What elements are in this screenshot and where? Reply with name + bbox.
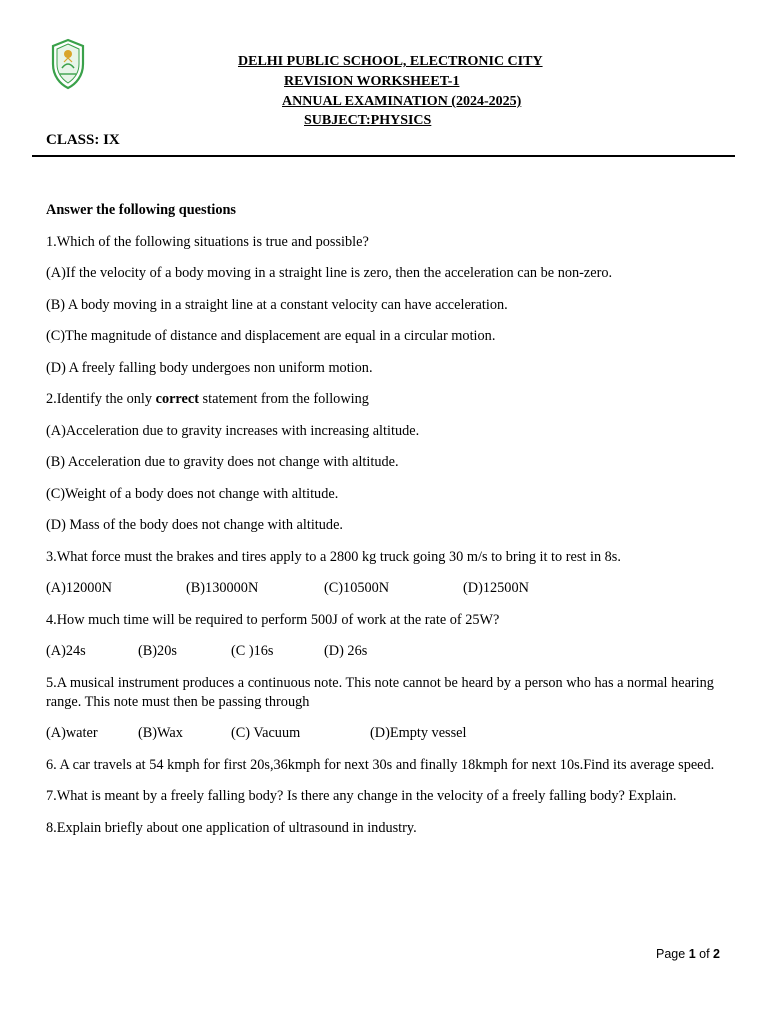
q1-option-c: (C)The magnitude of distance and displacement are equal in a circular motion.	[46, 328, 496, 344]
q2-option-a: (A)Acceleration due to gravity increases with increasing altitude.	[46, 422, 420, 439]
q2-stem-end: statement from the following	[198, 391, 369, 407]
question-5: 5.A musical instrument produces a continuous note. This note cannot be heard by a person who has a normal hearing range. This note must then be passing through	[46, 674, 714, 710]
question-4: 4.How much time will be required to perform 500J of work at the rate of 25W?	[46, 611, 500, 628]
page-number	[656, 947, 720, 961]
subject-title: SUBJECT:PHYSICS	[304, 113, 432, 128]
q5-option-c: (C) Vacuum	[231, 725, 301, 741]
instruction-text: Answer the following questions	[46, 202, 236, 218]
question-6: 6. A car travels at 54 kmph for first 20s,36kmph for next 30s and finally 18kmph for next 10s.Find its average speed.	[46, 756, 715, 773]
q5-option-b: (B)Wax	[138, 725, 183, 741]
q4-options	[46, 642, 736, 661]
q4-option-a: (A)24s	[46, 643, 86, 659]
q2-stem-emphasis: correct	[155, 391, 199, 407]
worksheet-body	[46, 201, 736, 850]
q3-options	[46, 579, 736, 598]
q2-option-b: (B) Acceleration due to gravity does not change with altitude.	[46, 454, 399, 470]
total-pages: 2	[713, 947, 720, 961]
q1-option-a: (A)If the velocity of a body moving in a straight line is zero, then the acceleration can be non-zero.	[46, 265, 613, 281]
q2-option-d: (D) Mass of the body does not change with altitude.	[46, 517, 343, 533]
question-1: 1.Which of the following situations is true and possible?	[46, 233, 369, 250]
page-word: Page	[656, 947, 686, 961]
q1-option-d: (D) A freely falling body undergoes non uniform motion.	[46, 359, 373, 376]
q3-option-b: (B)130000N	[186, 580, 259, 596]
class-label: CLASS: IX	[46, 132, 120, 148]
school-name-heading: DELHI PUBLIC SCHOOL, ELECTRONIC CITY	[238, 54, 543, 69]
question-3: 3.What force must the brakes and tires apply to a 2800 kg truck going 30 m/s to bring it to rest in 8s.	[46, 548, 621, 565]
q5-option-d: (D)Empty vessel	[370, 725, 467, 741]
header-divider	[32, 155, 735, 157]
q4-option-b: (B)20s	[138, 643, 177, 659]
q3-option-d: (D)12500N	[463, 580, 529, 596]
q3-option-c: (C)10500N	[324, 580, 390, 596]
current-page: 1	[688, 947, 696, 961]
q1-option-b: (B) A body moving in a straight line at a constant velocity can have acceleration.	[46, 296, 508, 313]
q5-options	[46, 724, 736, 743]
question-8: 8.Explain briefly about one application of ultrasound in industry.	[46, 819, 417, 836]
q2-option-c: (C)Weight of a body does not change with altitude.	[46, 485, 339, 502]
q5-option-a: (A)water	[46, 725, 98, 741]
school-crest-icon	[50, 38, 86, 90]
exam-title: ANNUAL EXAMINATION (2024-2025)	[282, 94, 522, 109]
school-logo	[50, 38, 86, 90]
worksheet-title: REVISION WORKSHEET-1	[284, 74, 460, 89]
q4-option-d: (D) 26s	[324, 643, 368, 659]
q4-option-c: (C )16s	[231, 643, 274, 659]
of-word: of	[699, 947, 710, 961]
q2-stem-start: 2.Identify the only	[46, 391, 156, 407]
question-2	[46, 390, 736, 409]
question-7: 7.What is meant by a freely falling body? Is there any change in the velocity of a freely falling body? Explain.	[46, 788, 677, 804]
q3-option-a: (A)12000N	[46, 580, 112, 596]
